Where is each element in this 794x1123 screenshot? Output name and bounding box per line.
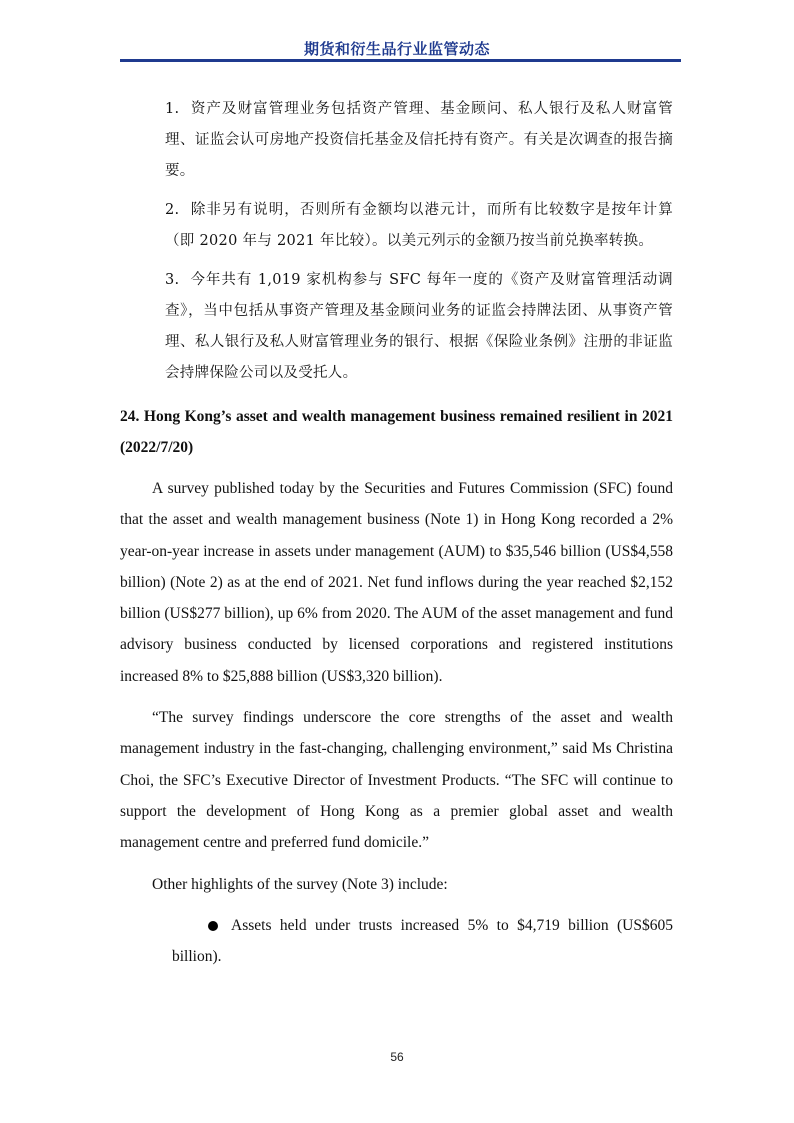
note-number: 1. xyxy=(165,101,180,117)
body-paragraph-3: Other highlights of the survey (Note 3) include: xyxy=(152,875,448,893)
body-paragraph-1: A survey published today by the Securities and Futures Commission (SFC) found that the asset and wealth management business (Note 1) in Hong Kong recorded a 2% year-on-year increase in assets under management (AUM) to $35,546 billion (US$4,558 billion) (Note 2) as at the end of 2021. Net fund inflows during the year reached $2,152 billion (US$277 billion), up 6% from 2020. The AUM of the asset management and fund advisory business conducted by licensed corporations and registered institutions increased 8% to $25,888 billion (US$3,320 billion). xyxy=(120,480,673,685)
note-number: 2. xyxy=(165,202,180,218)
bullet-dot-icon xyxy=(208,921,218,931)
page-content xyxy=(120,94,673,972)
header-title: 期货和衍生品行业监管动态 xyxy=(303,40,490,58)
note-3 xyxy=(120,265,673,389)
section-heading: 24. Hong Kong’s asset and wealth management business remained resilient in 2021 (2022/7/20) xyxy=(120,408,673,456)
note-2 xyxy=(120,195,673,257)
note-1 xyxy=(120,94,673,187)
note-text: 今年共有 1,019 家机构参与 SFC 每年一度的《资产及财富管理活动调查》，当中包括从事资产管理及基金顾问业务的证监会持牌法团、从事资产管理、私人银行及私人财富管理业务的银行、根据《保险业条例》注册的非证监会持牌保险公司以及受托人。 xyxy=(165,272,673,381)
bullet-text: Assets held under trusts increased 5% to $4,719 billion (US$605 billion). xyxy=(172,916,673,966)
body-paragraph-2: “The survey findings underscore the core strengths of the asset and wealth management industry in the fast-changing, challenging environment,” said Ms Christina Choi, the SFC’s Executive Director of Investment Products. “The SFC will continue to support the development of Hong Kong as a premier global asset and wealth management centre and preferred fund domicile.” xyxy=(120,709,673,852)
note-number: 3. xyxy=(165,272,180,288)
note-text: 除非另有说明，否则所有金额均以港元计，而所有比较数字是按年计算（即 2020 年与 2021 年比较）。以美元列示的金额乃按当前兑换率转换。 xyxy=(165,202,674,249)
bullet-item xyxy=(120,910,673,973)
note-text: 资产及财富管理业务包括资产管理、基金顾问、私人银行及私人财富管理、证监会认可房地产投资信托基金及信托持有资产。有关是次调查的报告摘要。 xyxy=(165,101,674,179)
page-number: 56 xyxy=(390,1050,404,1064)
header-divider xyxy=(120,59,681,62)
